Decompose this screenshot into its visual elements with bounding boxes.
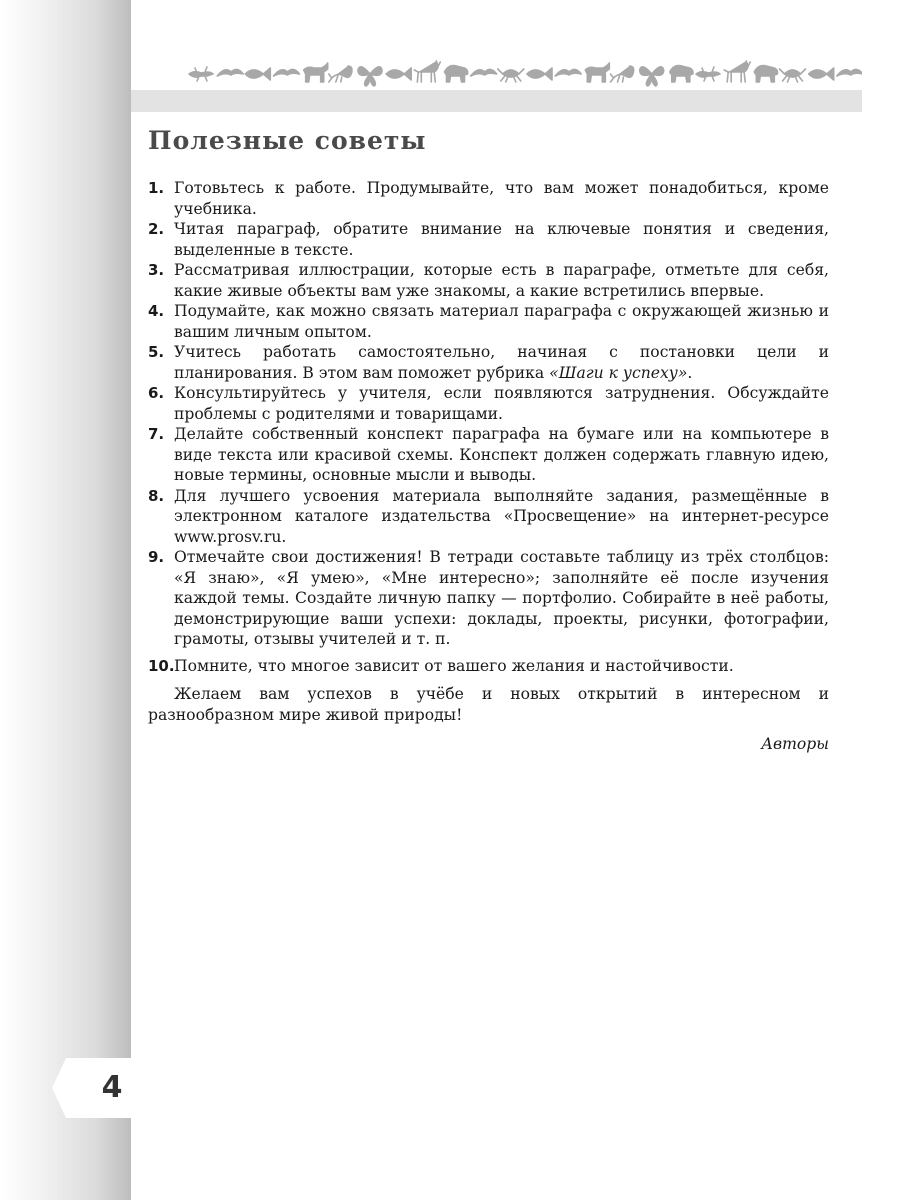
item-number: 7. — [148, 425, 165, 443]
crab-icon — [780, 69, 806, 82]
item-text: Подумайте, как можно связать материал параграфа с окружающей жизнью и вашим личным опытом. — [174, 302, 829, 341]
item-text: Читая параграф, обратите внимание на ключевые понятия и сведения, выделенные в тексте. — [174, 220, 829, 259]
antelope-icon — [414, 61, 440, 82]
item-number: 9. — [148, 548, 165, 566]
scorpion-icon — [329, 66, 352, 82]
item-text-end: . — [687, 363, 693, 382]
list-item — [148, 383, 829, 424]
bird-icon — [274, 69, 300, 76]
rubric-name: «Шаги к успеху» — [549, 363, 688, 382]
page-number: 4 — [101, 1070, 123, 1105]
item-number: 3. — [148, 261, 165, 279]
item-number: 6. — [148, 384, 165, 402]
bison-icon — [445, 66, 468, 82]
list-item — [148, 424, 829, 486]
tips-list — [148, 178, 829, 676]
item-text: Отмечайте свои достижения! В тетради составьте таблицу из трёх столбцов: «Я знаю», «Я умею», «Мне интересно»; заполняйте её после изучения каждой темы. Создайте личную папку — портфолио. Собирайте в неё работы, демонстрирующие ваши успехи: доклады, проекты, рисунки, фотографии, грамоты, отзывы учителей и т. п. — [174, 548, 829, 648]
bird-icon — [217, 69, 243, 76]
list-item — [148, 342, 829, 383]
item-text: Для лучшего усвоения материала выполняйте задания, размещённые в электронном каталоге издательства «Просвещение» на интернет-ресурсе www.prosv.ru. — [174, 486, 829, 546]
closing-wish: Желаем вам успехов в учёбе и новых открытий в интересном и разнообразном мире живой природы! — [148, 685, 829, 724]
butterfly-icon — [640, 67, 664, 86]
list-item — [148, 219, 829, 260]
list-item — [148, 260, 829, 301]
lizard-icon — [696, 67, 720, 81]
fish-icon — [245, 68, 270, 80]
lizard-icon — [189, 67, 213, 81]
page-number-tab — [52, 1058, 131, 1118]
item-text: Помните, что многое зависит от вашего желания и настойчивости. — [174, 656, 734, 675]
bison-icon — [754, 66, 777, 82]
item-text: Делайте собственный конспект параграфа на бумаге или на компьютере в виде текста или красивой схемы. Конспект должен содержать главную идею, новые термины, основные мысли и выводы. — [174, 425, 829, 484]
animal-silhouette-strip — [186, 58, 862, 90]
fish-icon — [386, 68, 411, 80]
item-number: 8. — [148, 486, 165, 505]
butterfly-icon — [358, 67, 382, 86]
page-title: Полезные советы — [148, 126, 427, 155]
item-number: 10. — [148, 656, 175, 675]
list-item — [148, 178, 829, 219]
item-number: 1. — [148, 179, 165, 197]
item-text: Консультируйтесь у учителя, если появляются затруднения. Обсуждайте проблемы с родителями и товарищами. — [174, 384, 829, 423]
crab-icon — [498, 69, 524, 82]
bison-icon — [670, 66, 693, 82]
header-bar — [131, 90, 862, 112]
item-text — [174, 342, 829, 383]
fish-icon — [527, 68, 552, 80]
item-number: 4. — [148, 302, 165, 320]
list-item — [148, 301, 829, 342]
bird-icon — [471, 69, 497, 76]
scorpion-icon — [611, 66, 634, 82]
antelope-icon — [724, 61, 750, 82]
list-item — [148, 486, 829, 548]
horse-icon — [585, 63, 609, 82]
bird-icon — [837, 69, 862, 76]
item-text: Готовьтесь к работе. Продумывайте, что вам может понадобиться, кроме учебника. — [174, 179, 829, 218]
left-margin-band — [0, 0, 131, 1200]
item-number: 5. — [148, 343, 165, 361]
item-number: 2. — [148, 220, 165, 238]
list-item — [148, 547, 829, 650]
authors-signature: Авторы — [761, 735, 829, 753]
item-text-main: Учитесь работать самостоятельно, начиная с постановки цели и планирования. В этом вам поможет рубрика — [174, 343, 829, 382]
horse-icon — [304, 63, 328, 82]
list-item — [148, 656, 829, 677]
bird-icon — [555, 69, 581, 76]
fish-icon — [809, 68, 834, 80]
item-text: Рассматривая иллюстрации, которые есть в параграфе, отметьте для себя, какие живые объекты вам уже знакомы, а какие встретились впервые. — [174, 261, 829, 300]
